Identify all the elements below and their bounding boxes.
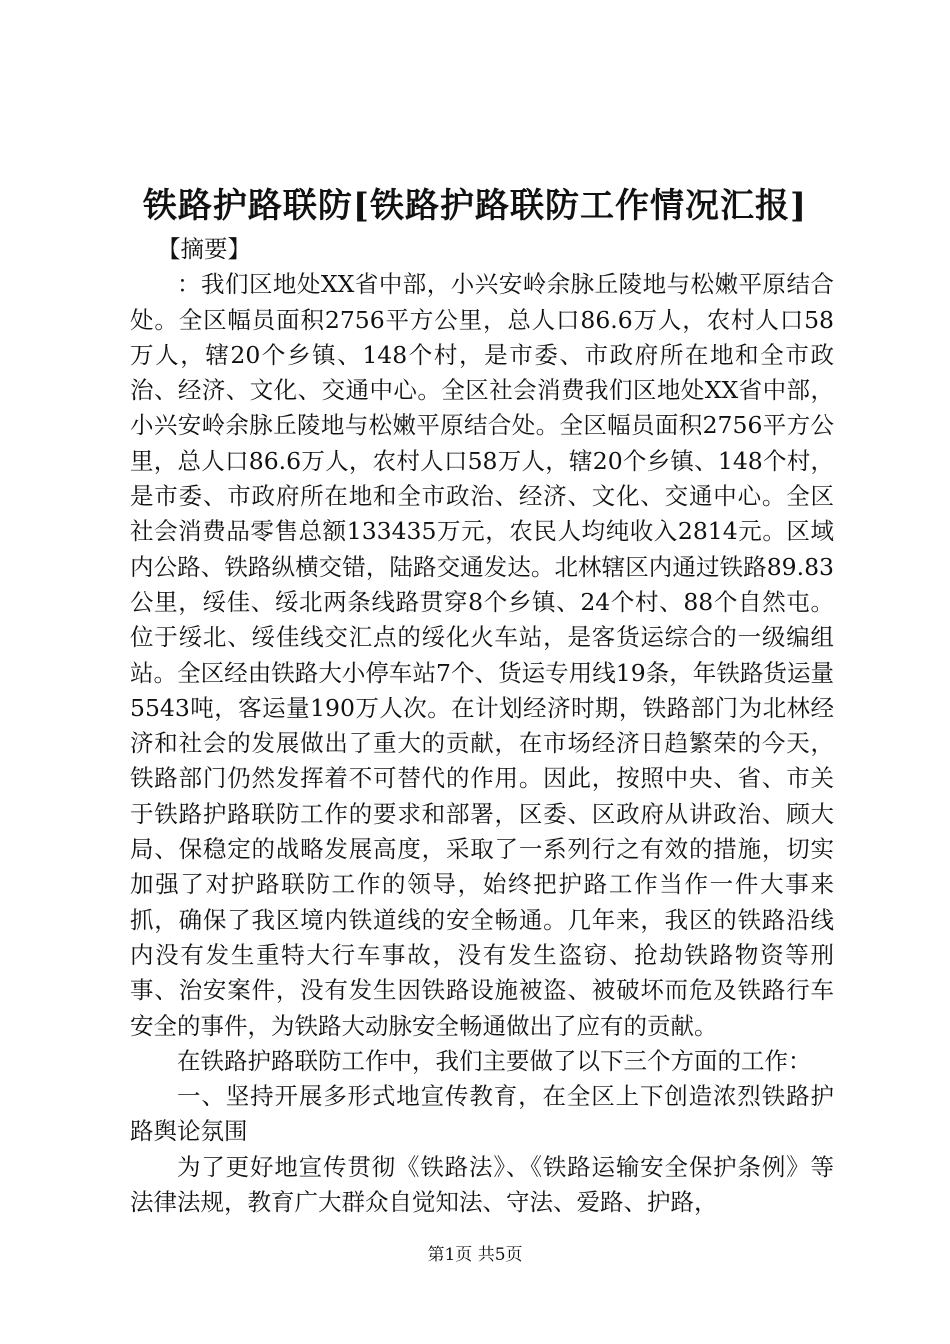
- document-title: 铁路护路联防[铁路护路联防工作情况汇报]: [142, 186, 808, 226]
- abstract-paragraph: ：我们区地处XX省中部，小兴安岭余脉丘陵地与松嫩平原结合处。全区幅员面积2756平方公里，总人口86.6万人，农村人口58万人，辖20个乡镇、148个村，是市委、市政府所在地和全市政治、经济、文化、交通中心。全区社会消费我们区地处XX省中部，小兴安岭余脉丘陵地与松嫩平原结合处。全区幅员面积2756平方公里，总人口86.6万人，农村人口58万人，辖20个乡镇、148个村，是市委、市政府所在地和全市政治、经济、文化、交通中心。全区社会消费品零售总额133435万元，农民人均纯收入2814元。区域内公路、铁路纵横交错，陆路交通发达。北林辖区内通过铁路89.83公里，绥佳、绥北两条线路贯穿8个乡镇、24个村、88个自然屯。位于绥北、绥佳线交汇点的绥化火车站，是客货运综合的一级编组站。全区经由铁路大小停车站7个、货运专用线19条，年铁路货运量5543吨，客运量190万人次。在计划经济时期，铁路部门为北林经济和社会的发展做出了重大的贡献，在市场经济日趋繁荣的今天，铁路部门仍然发挥着不可替代的作用。因此，按照中央、省、市关于铁路护路联防工作的要求和部署，区委、区政府从讲政治、顾大局、保稳定的战略发展高度，采取了一系列行之有效的措施，切实加强了对护路联防工作的领导，始终把护路工作当作一件大事来抓，确保了我区境内铁道线的安全畅通。几年来，我区的铁路沿线内没有发生重特大行车事故，没有发生盗窃、抢劫铁路物资等刑事、治安案件，没有发生因铁路设施被盗、被破坏而危及铁路行车安全的事件，为铁路大动脉安全畅通做出了应有的贡献。: [130, 270, 834, 1040]
- section-heading: 一、坚持开展多形式地宣传教育，在全区上下创造浓烈铁路护路舆论氛围: [130, 1082, 834, 1146]
- body-paragraph: 在铁路护路联防工作中，我们主要做了以下三个方面的工作：: [177, 1046, 812, 1075]
- abstract-label: 【摘要】: [157, 235, 251, 263]
- page-footer: 第1页 共5页: [427, 1245, 523, 1265]
- document-body: [130, 232, 834, 1220]
- body-paragraph: 为了更好地宣传贯彻《铁路法》、《铁路运输安全保护条例》等法律法规，教育广大群众自觉知法、守法、爱路、护路，: [130, 1152, 834, 1217]
